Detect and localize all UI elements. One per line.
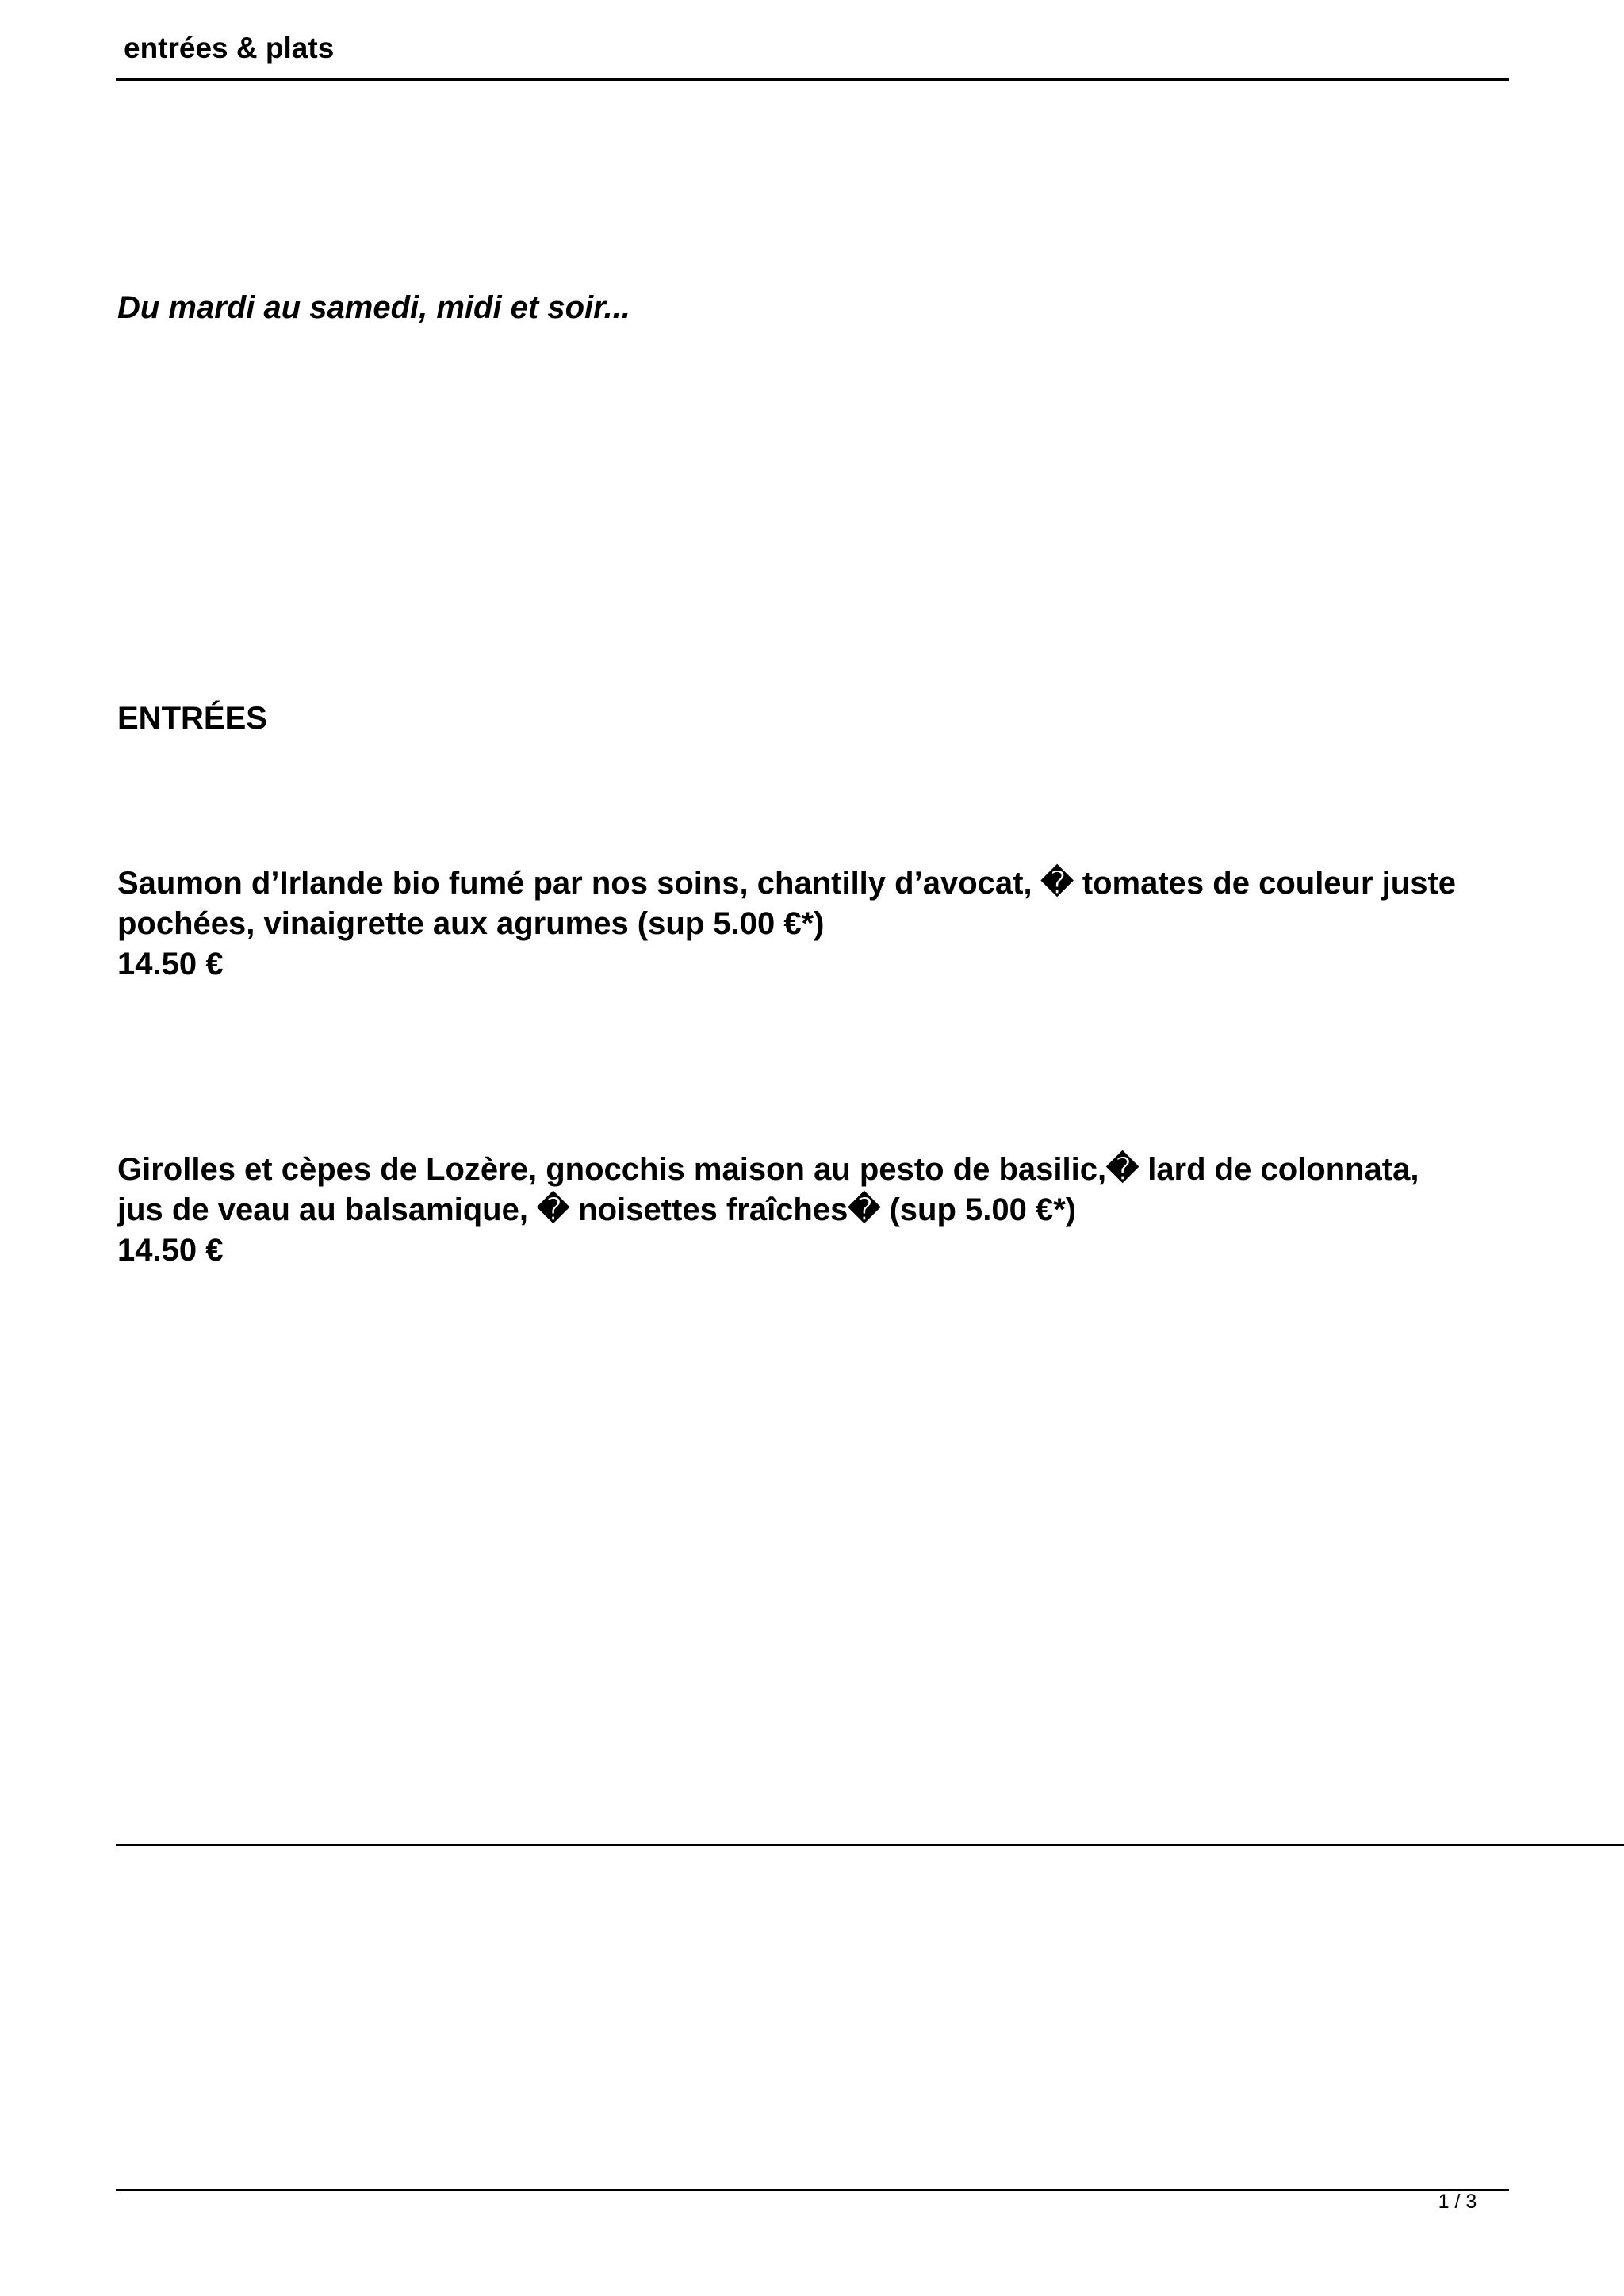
dish-price: 14.50 € [117, 1233, 224, 1268]
dish-description-line: Saumon d’Irlande bio fumé par nos soins, chantilly d’avocat, � tomates de couleur juste [117, 866, 1457, 901]
footer-divider [116, 2189, 1509, 2191]
dish-description-line: Girolles et cèpes de Lozère, gnocchis maison au pesto de basilic,� lard de colonnata, [117, 1152, 1419, 1187]
dish-item [117, 1150, 1513, 1271]
page-header-title: entrées & plats [124, 32, 335, 64]
section-heading-entrees: ENTRÉES [117, 701, 267, 736]
opening-hours-intro: Du mardi au samedi, midi et soir... [117, 290, 630, 325]
dish-item [117, 863, 1513, 985]
dish-price: 14.50 € [117, 947, 224, 982]
dish-description-line: pochées, vinaigrette aux agrumes (sup 5.00 €*) [117, 906, 825, 941]
header-divider [116, 78, 1509, 81]
page-number: 1 / 3 [1438, 2191, 1477, 2213]
dish-description-line: jus de veau au balsamique, � noisettes fraîches� (sup 5.00 €*) [117, 1192, 1077, 1227]
content-divider [116, 1844, 1624, 1846]
